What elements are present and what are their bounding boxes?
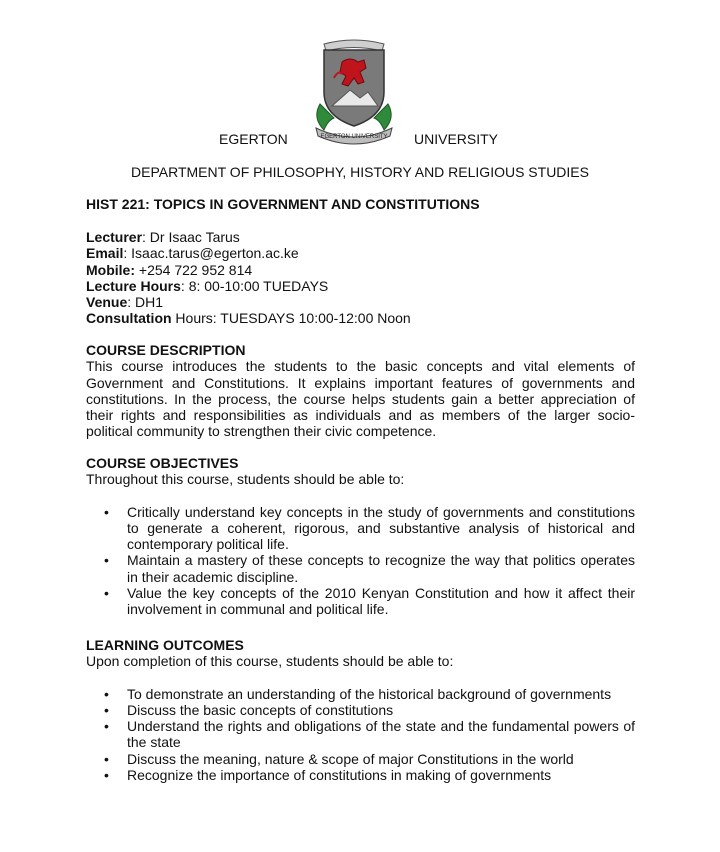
bullet-icon: •: [104, 503, 109, 520]
bullet-icon: •: [104, 585, 109, 602]
mobile-value: +254 722 952 814: [135, 261, 253, 278]
mobile-row: [86, 262, 411, 278]
consultation-label: Consultation: [86, 310, 172, 327]
consultation-row: [86, 310, 411, 326]
learning-outcomes-section: [86, 637, 635, 783]
lecturer-label: Lecturer: [86, 229, 143, 245]
course-description-text: This course introduces the students to the basic concepts and vital elements of Government and Constitutions. It explains important features of governments and constitutions. In the process, the course helps students gain a better appreciation of their rights and responsibilities as individuals and as members of the larger socio-political community to strengthen their civic competence.: [86, 358, 635, 440]
university-crest-icon: [294, 34, 414, 146]
lecture-hours-value: : 8: 00-10:00 TUEDAYS: [180, 277, 329, 294]
email-value: : Isaac.tarus@egerton.ac.ke: [123, 245, 299, 262]
outcome-text: Discuss the meaning, nature & scope of major Constitutions in the world: [127, 750, 574, 767]
outcome-text: Discuss the basic concepts of constitutions: [127, 701, 394, 718]
venue-value: : DH1: [127, 294, 164, 311]
outcome-text: Understand the rights and obligations of the state and the fundamental powers of the state: [127, 718, 635, 751]
list-item: [86, 552, 635, 585]
bullet-icon: •: [104, 685, 109, 702]
email-label: Email: [86, 245, 124, 262]
lecturer-value: : Dr Isaac Tarus: [142, 229, 240, 245]
lecture-hours-row: [86, 278, 411, 294]
bullet-icon: •: [104, 701, 109, 718]
bullet-icon: •: [104, 767, 109, 784]
objective-text: Value the key concepts of the 2010 Kenyan Constitution and how it affect their involvement in communal and political life.: [127, 585, 635, 618]
objective-text: Maintain a mastery of these concepts to recognize the way that politics operates in their academic discipline.: [127, 552, 635, 585]
course-objectives-section: [86, 455, 635, 618]
lecturer-row: [86, 229, 411, 245]
list-item: [86, 686, 635, 702]
email-row: [86, 245, 411, 261]
list-item: [86, 718, 635, 751]
course-description-heading: COURSE DESCRIPTION: [86, 342, 246, 358]
bullet-icon: •: [104, 552, 109, 569]
venue-row: [86, 294, 411, 310]
objectives-list: [86, 504, 635, 618]
outcome-text: Recognize the importance of constitutions in making of governments: [127, 767, 552, 784]
learning-outcomes-heading: LEARNING OUTCOMES: [86, 637, 244, 653]
list-item: [86, 751, 635, 767]
objective-text: Critically understand key concepts in the study of governments and constitutions to generate a coherent, rigorous, and substantive analysis of historical and contemporary political life.: [127, 503, 635, 553]
outcome-text: To demonstrate an understanding of the historical background of governments: [127, 685, 612, 702]
outcomes-list: [86, 686, 635, 784]
list-item: [86, 504, 635, 553]
consultation-value: Hours: TUESDAYS 10:00-12:00 Noon: [171, 310, 411, 327]
bullet-icon: •: [104, 750, 109, 767]
mobile-label: Mobile:: [86, 261, 135, 278]
list-item: [86, 585, 635, 618]
department-title: DEPARTMENT OF PHILOSOPHY, HISTORY AND RELIGIOUS STUDIES: [131, 164, 589, 180]
course-info: [86, 229, 411, 327]
university-name-left: EGERTON: [219, 131, 288, 147]
list-item: [86, 767, 635, 783]
crest-banner-text: EGERTON UNIVERSITY: [320, 134, 388, 140]
learning-outcomes-intro: Upon completion of this course, students should be able to:: [86, 653, 454, 670]
course-objectives-heading: COURSE OBJECTIVES: [86, 455, 239, 471]
lecture-hours-label: Lecture Hours: [86, 277, 181, 294]
university-name-right: UNIVERSITY: [414, 131, 499, 147]
course-description-section: [86, 342, 635, 440]
list-item: [86, 702, 635, 718]
course-title: HIST 221: TOPICS IN GOVERNMENT AND CONSTITUTIONS: [86, 196, 480, 212]
course-objectives-intro: Throughout this course, students should be able to:: [86, 471, 405, 488]
venue-label: Venue: [86, 294, 128, 311]
bullet-icon: •: [104, 718, 109, 735]
